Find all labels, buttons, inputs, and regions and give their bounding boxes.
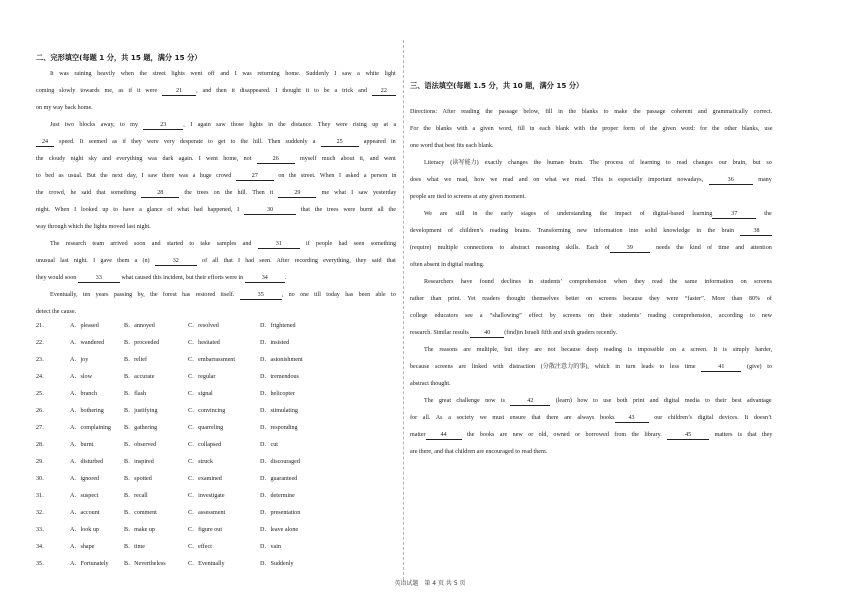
passage-text: Just two blocks away, to my: [50, 122, 144, 128]
passage-text: The research team arrived soon and started to take samples and: [50, 241, 258, 247]
passage-line: [410, 193, 526, 201]
passage-line: [424, 159, 772, 167]
passage-line: [410, 227, 772, 236]
passage-text: on my way back home.: [36, 105, 93, 111]
answer-option[interactable]: A．look up: [70, 527, 99, 533]
passage-text: matter: [410, 432, 426, 438]
passage-text: The reasons are multiple, but they are not because deep reading is impossible on a screen. It is simply harder,: [424, 347, 773, 353]
answer-option[interactable]: D．vain: [260, 544, 281, 550]
answer-option[interactable]: D．responding: [260, 425, 298, 431]
question-number: 32．: [36, 510, 49, 516]
passage-text: matters is that they: [709, 432, 773, 438]
passage-text: college educators see a “shallowing” effect by screens on their students’ reading comprehension, according to new: [410, 313, 772, 319]
passage-line: [36, 189, 396, 198]
answer-blank[interactable]: 22: [372, 87, 396, 96]
passage-text: , and then it disappeared. I thought it to be a trick and: [196, 88, 372, 94]
answer-blank[interactable]: 45: [667, 431, 709, 440]
passage-text: the books are new or old, owned or borrowed from the library.: [461, 432, 668, 438]
answer-option[interactable]: D．guaranteed: [260, 476, 298, 482]
answer-option[interactable]: B．observed: [124, 442, 157, 448]
passage-text: (require) multiple connections to abstract reasoning skills. Each of: [410, 245, 610, 251]
answer-option[interactable]: C．collapsed: [188, 442, 222, 448]
passage-text: people are tied to screens at any given moment.: [410, 194, 526, 200]
passage-text: unusual last night. I gave them a (n): [36, 258, 155, 264]
question-number: 35．: [36, 561, 49, 567]
answer-option[interactable]: C．investigate: [188, 493, 225, 499]
answer-option[interactable]: B．annoyed: [124, 323, 155, 329]
answer-blank[interactable]: 36: [709, 176, 753, 185]
question-number: 21．: [36, 323, 49, 329]
passage-text: needs the kind of time and attention: [649, 245, 772, 251]
passage-text: are there, and that children are encouraged to read them.: [410, 449, 548, 455]
answer-option[interactable]: B．relief: [124, 357, 148, 363]
answer-option[interactable]: C．Eventually: [188, 561, 225, 567]
answer-blank[interactable]: 30: [244, 206, 296, 215]
answer-option[interactable]: B．comment: [124, 510, 157, 516]
question-number: 26．: [36, 408, 49, 414]
answer-option[interactable]: D．cut: [260, 442, 278, 448]
question-number: 31．: [36, 493, 49, 499]
question-number: 30．: [36, 476, 49, 482]
answer-option[interactable]: C．hesitated: [188, 340, 220, 346]
passage-line: [36, 223, 151, 231]
passage-text: Researchers have found declines in students’ comprehension when they read the same information on screens: [424, 279, 772, 285]
answer-option[interactable]: C．effect: [188, 544, 212, 550]
passage-line: [36, 87, 396, 96]
answer-blank[interactable]: 34: [245, 274, 285, 283]
answer-option[interactable]: D．insisted: [260, 340, 290, 346]
passage-text: the crowd, he said that something: [36, 190, 142, 196]
answer-option[interactable]: C．resolved: [188, 323, 219, 329]
passage-text: Directions: After reading the passage below, fill in the blanks to make the passage coherent and grammatically correct.: [410, 109, 773, 115]
passage-text: many: [752, 177, 772, 183]
question-number: 25．: [36, 391, 49, 397]
answer-option[interactable]: D．Suddenly: [260, 561, 294, 567]
passage-line: [410, 261, 484, 269]
passage-text: coming slowly towards me, as if it were: [36, 88, 163, 94]
answer-option[interactable]: C．assessment: [188, 510, 226, 516]
answer-option[interactable]: D．presentation: [260, 510, 301, 516]
answer-option[interactable]: B．accurate: [124, 374, 155, 380]
passage-line: [410, 380, 451, 388]
passage-text: research. Similar results: [410, 330, 471, 336]
section-grammar-title: 三、语法填空(每题 1.5 分，共 10 题，满分 15 分）: [410, 81, 584, 90]
answer-option[interactable]: D．discouraged: [260, 459, 300, 465]
question-number: 28．: [36, 442, 49, 448]
passage-line: [36, 172, 396, 181]
passage-text: me what I saw yesterday: [316, 190, 397, 196]
answer-option[interactable]: B．Nevertheless: [124, 561, 166, 567]
answer-option[interactable]: A．bothering: [70, 408, 104, 414]
passage-line: [424, 346, 772, 354]
passage-text: night. When I looked up to have a glance of what had happened, I: [36, 207, 244, 213]
answer-option[interactable]: C．signal: [188, 391, 213, 397]
answer-option[interactable]: D．stimulating: [260, 408, 298, 414]
passage-text: one word that best fits each blank.: [410, 143, 494, 149]
passage-text: detect the cause.: [36, 309, 77, 315]
passage-line: [50, 291, 396, 300]
section-cloze-title: 二、完形填空(每题 1 分，共 15 题，满分 15 分）: [36, 53, 202, 62]
passage-line: [410, 295, 772, 303]
answer-blank[interactable]: 27: [236, 172, 274, 181]
passage-text: the cloudy night sky and everything was dark again. I went home, not: [36, 156, 257, 162]
passage-text: , I again saw those lights in the distance. They were rising up at a: [183, 122, 397, 128]
passage-text: (find)in Israeli fifth and sixth graders recently.: [504, 330, 618, 336]
page-footer: [0, 578, 860, 587]
passage-line: [410, 363, 772, 372]
answer-blank[interactable]: 25: [321, 138, 359, 147]
answer-option[interactable]: B．make up: [124, 527, 155, 533]
passage-line: [410, 125, 772, 133]
question-number: 24．: [36, 374, 49, 380]
passage-line: [424, 210, 772, 219]
passage-text: myself much about it, and went: [294, 156, 396, 162]
passage-text: if people had seen something: [299, 241, 397, 247]
passage-text: our children’s digital devices. It doesn’t: [648, 415, 772, 421]
question-number: 27．: [36, 425, 49, 431]
answer-option[interactable]: B．gathering: [124, 425, 158, 431]
passage-text: The great challenge now is: [424, 398, 511, 404]
passage-text: (give) to: [741, 364, 773, 370]
passage-text: for all. As a society we must ensure that there are always books: [410, 415, 615, 421]
answer-option[interactable]: D．tremendous: [260, 374, 299, 380]
passage-line: [410, 176, 772, 185]
passage-line: [410, 244, 772, 253]
answer-option[interactable]: A．slow: [70, 374, 93, 380]
question-number: 23．: [36, 357, 49, 363]
answer-blank[interactable]: 29: [278, 189, 316, 198]
answer-option[interactable]: A．account: [70, 510, 100, 516]
passage-text: abstract thought.: [410, 381, 451, 387]
answer-option[interactable]: C．struck: [188, 459, 214, 465]
answer-option[interactable]: A．ignored: [70, 476, 100, 482]
answer-blank[interactable]: 40: [470, 329, 504, 338]
answer-option[interactable]: D．frightened: [260, 323, 296, 329]
passage-text: For the blanks with a given word, fill in each blank with the proper form of the given word: for the other blanks, use: [410, 126, 773, 132]
answer-option[interactable]: B．recall: [124, 493, 148, 499]
answer-option[interactable]: A．branch: [70, 391, 98, 397]
passage-text: Literacy (读写能力) exactly changes the human brain. The process of learning to read changes our brain, but so: [424, 160, 772, 166]
passage-text: speed. It seemed as if they were very desperate to get to the hill. Then suddenly a: [54, 139, 321, 145]
answer-option[interactable]: A．pleased: [70, 323, 99, 329]
passage-line: [410, 431, 772, 440]
passage-text: We are still in the early stages of understanding the impact of digital-based learning: [424, 211, 713, 217]
answer-option[interactable]: C．figure out: [188, 527, 223, 533]
answer-blank[interactable]: 39: [610, 244, 650, 253]
answer-blank[interactable]: 24: [36, 138, 54, 147]
answer-option[interactable]: B．spotted: [124, 476, 152, 482]
answer-blank[interactable]: 21: [162, 87, 196, 96]
answer-option[interactable]: A．suspect: [70, 493, 99, 499]
question-number: 33．: [36, 527, 49, 533]
passage-text: often absent in digital reading.: [410, 262, 485, 268]
answer-option[interactable]: A．shape: [70, 544, 95, 550]
answer-option[interactable]: D．astonishment: [260, 357, 303, 363]
passage-line: [50, 70, 396, 78]
answer-option[interactable]: A．burnt: [70, 442, 94, 448]
passage-line: [36, 138, 396, 147]
answer-option[interactable]: B．justifying: [124, 408, 158, 414]
answer-blank[interactable]: 41: [701, 363, 741, 372]
passage-text: appeared in: [358, 139, 396, 145]
answer-option[interactable]: D．leave alone: [260, 527, 299, 533]
answer-option[interactable]: C．examined: [188, 476, 222, 482]
passage-line: [410, 414, 772, 423]
passage-text: because screens are linked with distraction (分散注意力的事), which in turn leads to less time: [410, 364, 702, 370]
passage-line: [410, 448, 547, 456]
answer-blank[interactable]: 37: [712, 210, 756, 219]
passage-line: [36, 155, 396, 164]
passage-text: what caused this incident, but their efforts were in: [119, 275, 245, 281]
passage-text: Eventually, ten years passing by, the forest has restored itself.: [50, 292, 240, 298]
footer-subject: 英语试题: [394, 580, 419, 587]
answer-option[interactable]: C．embarrassment: [188, 357, 236, 363]
answer-option[interactable]: C．regular: [188, 374, 216, 380]
passage-text: they would soon: [36, 275, 78, 281]
passage-text: that the trees were burnt all the: [296, 207, 396, 213]
passage-line: [50, 121, 396, 130]
answer-blank[interactable]: 28: [141, 189, 179, 198]
answer-option[interactable]: A．joy: [70, 357, 89, 363]
passage-text: to bed as usual. But the next day, I saw there was a huge crowd: [36, 173, 236, 179]
answer-option[interactable]: A．complaining: [70, 425, 111, 431]
answer-option[interactable]: B．inspired: [124, 459, 154, 465]
passage-text: on the street. When I asked a person in: [273, 173, 397, 179]
answer-blank[interactable]: 35: [240, 291, 282, 300]
passage-line: [410, 312, 772, 320]
passage-line: [410, 142, 493, 150]
answer-blank[interactable]: 31: [258, 240, 300, 249]
question-number: 22．: [36, 340, 49, 346]
answer-blank[interactable]: 38: [740, 227, 772, 236]
passage-line: [410, 108, 772, 116]
passage-text: the: [756, 211, 772, 217]
passage-text: the trees on the hill. Then it: [179, 190, 279, 196]
answer-option[interactable]: A．Fortunately: [70, 561, 109, 567]
passage-line: [36, 104, 93, 112]
answer-option[interactable]: B．time: [124, 544, 145, 550]
passage-text: does what we read, how we read and on what we read. This is especially important nowadays,: [410, 177, 709, 183]
passage-line: [36, 274, 286, 283]
answer-blank[interactable]: 33: [78, 274, 120, 283]
answer-option[interactable]: A．disturbed: [70, 459, 104, 465]
answer-option[interactable]: C．quarreling: [188, 425, 224, 431]
passage-text: .: [284, 275, 287, 281]
passage-text: development of children’s reading brains. Transforming new information into solid knowledge in the brain: [410, 228, 741, 234]
question-number: 29．: [36, 459, 49, 465]
question-number: 34．: [36, 544, 49, 550]
answer-option[interactable]: D．helicopter: [260, 391, 295, 397]
answer-blank[interactable]: 32: [155, 257, 197, 266]
answer-blank[interactable]: 44: [426, 431, 462, 440]
answer-blank[interactable]: 26: [257, 155, 295, 164]
passage-text: , no one till today has been able to: [281, 292, 396, 298]
answer-blank[interactable]: 23: [143, 121, 183, 130]
answer-option[interactable]: B．proceeded: [124, 340, 160, 346]
passage-text: It was raining heavily when the street lights went off and I was returning home. Suddenly I saw a white light: [50, 71, 396, 77]
answer-blank[interactable]: 42: [510, 397, 550, 406]
answer-option[interactable]: C．convincing: [188, 408, 226, 414]
passage-line: [410, 329, 617, 338]
column-divider: [403, 40, 404, 580]
answer-option[interactable]: D．determine: [260, 493, 295, 499]
passage-text: of all that I had seen. After recording everything, they said that: [196, 258, 396, 264]
passage-text: way through which the lights moved last night.: [36, 224, 151, 230]
passage-line: [36, 206, 396, 215]
footer-page-number: 第 4 页 共 5 页: [424, 580, 466, 587]
passage-line: [424, 278, 772, 286]
answer-option[interactable]: B．flash: [124, 391, 147, 397]
passage-text: rather than print. Yet readers thought themselves better on screens because they were “faster”. More than 80% of: [410, 296, 772, 302]
passage-line: [424, 397, 772, 406]
passage-text: (learn) how to use both print and digital media to their best advantage: [550, 398, 772, 404]
passage-line: [36, 257, 396, 266]
passage-line: [36, 308, 76, 316]
passage-line: [50, 240, 396, 249]
answer-blank[interactable]: 43: [615, 414, 649, 423]
answer-option[interactable]: A．wandered: [70, 340, 105, 346]
